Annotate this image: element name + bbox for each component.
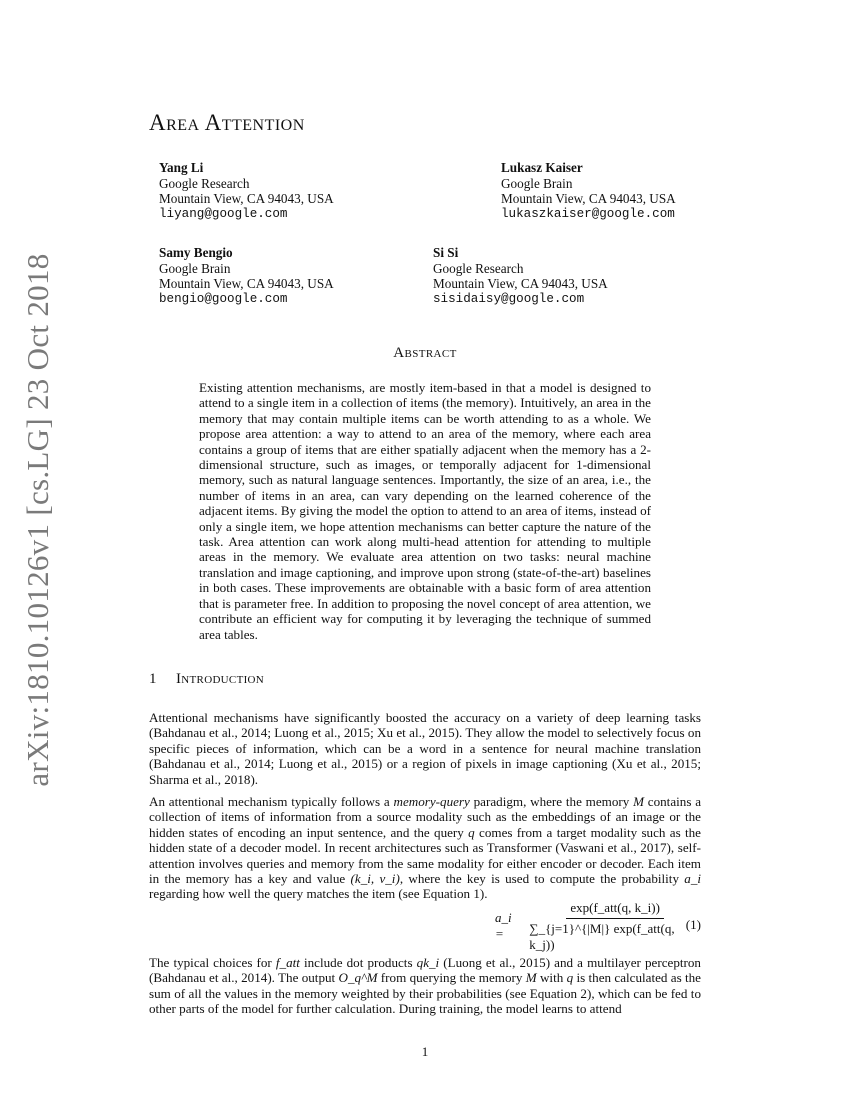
text-run: from querying the memory	[377, 970, 526, 986]
author-affiliation: Google Research	[433, 260, 524, 276]
author-name: Si Si	[433, 245, 459, 260]
abstract-heading: Abstract	[393, 345, 457, 361]
author-block	[159, 160, 334, 222]
equation-body	[495, 899, 701, 952]
section-number: 1	[149, 671, 157, 687]
author-affiliation: Google Brain	[501, 175, 573, 191]
math-var: (k_i, v_i)	[350, 871, 400, 887]
author-address: Mountain View, CA 94043, USA	[159, 191, 334, 206]
author-email[interactable]: sisidaisy@google.com	[433, 291, 585, 306]
equation-lhs: a_i =	[495, 910, 512, 941]
paper-title: Area Attention	[149, 110, 305, 135]
math-var: q	[468, 824, 475, 840]
intro-paragraph-1: Attentional mechanisms have significantly boosted the accuracy on a variety of deep learning tasks (Bahdanau et al., 2014; Luong et al., 2015; Xu et al., 2015). They allow the model to selectively focus on specific pieces of information, which can be a word in a sentence for neural machine translation (Bahdanau et al., 2014; Luong et al., 2015) or a region of pixels in image captioning (Xu et al., 2015; Sharma et al., 2018).	[149, 710, 701, 787]
math-var: M	[633, 794, 644, 809]
equation-fraction	[529, 900, 701, 953]
equation-1	[149, 899, 701, 952]
text-run: regarding how well the query matches the item (see Equation 1).	[149, 886, 488, 902]
text-run: contains a collection of items of information from a source modality such as the embeddings of an image or the hidden states of encoding an input sentence, and the query	[149, 794, 702, 840]
text-run: , where the key is used to compute the probability	[399, 871, 685, 887]
text-run: paradigm, where the memory	[469, 794, 634, 809]
author-address: Mountain View, CA 94043, USA	[433, 276, 608, 291]
text-run: include dot products	[299, 955, 417, 970]
section-heading	[149, 671, 264, 688]
intro-paragraph-2	[149, 794, 701, 902]
abstract-text: Existing attention mechanisms, are mostly item-based in that a model is designed to attend to a single item in a collection of items (the memory). Intuitively, an area in the memory that may contain multiple items can be worth attending to as a whole. We propose area attention: a way to attend to an area of the memory, where each area contains a group of items that are either spatially adjacent when the memory has a 2-dimensional structure, such as images, or temporally adjacent for 1-dimensional memory, such as natural language sentences. Importantly, the size of an area, i.e., the number of items in an area, can vary depending on the learned coherence of the adjacent items. By giving the model the option to attend to an area of items, instead of only a single item, we hope attention mechanisms can better capture the nature of the task. Area attention can work along multi-head attention for attending to multiple areas in the memory. We evaluate area attention on two tasks: neural machine translation and image captioning, and improve upon strong (state-of-the-art) baselines in both cases. These improvements are obtainable with a basic form of area attention that is parameter free. In addition to proposing the novel concept of area attention, we contribute an efficient way for computing it by leveraging the technique of summed area tables.	[199, 380, 651, 642]
author-address: Mountain View, CA 94043, USA	[501, 191, 676, 206]
text-run: is then calculated as the sum of all the values in the memory weighted by their probabilities (see Equation 2), which can be fed to other parts of the model for further calculation. During training, the model learns to attend	[149, 970, 701, 1017]
math-var: qk_i	[416, 955, 440, 970]
text-run: comes from a target modality such as the hidden state of a decoder model. In recent architectures such as Transformer (Vaswani et al., 2017), self-attention involves queries and memory from the same modality for either encoder or decoder. Each item in the memory has a key and value	[149, 824, 701, 887]
author-name: Samy Bengio	[159, 245, 233, 260]
math-var: M	[525, 970, 537, 986]
math-var: O_q^M	[338, 970, 378, 986]
emphasis-term: memory-query	[393, 794, 470, 809]
section-title: Introduction	[176, 671, 265, 687]
author-block	[501, 160, 676, 222]
text-run: with	[536, 970, 567, 986]
author-email[interactable]: bengio@google.com	[159, 291, 288, 306]
page-number: 1	[421, 1044, 429, 1059]
text-run: (Luong et al., 2015) and a multilayer perceptron (Bahdanau et al., 2014). The output	[149, 955, 701, 986]
author-email[interactable]: lukaszkaiser@google.com	[501, 206, 675, 221]
author-affiliation: Google Brain	[159, 260, 231, 276]
author-block	[433, 245, 608, 307]
math-var: f_att	[275, 955, 300, 970]
text-run: An attentional mechanism typically follows a	[149, 794, 394, 809]
equation-denominator: ∑_{j=1}^{|M|} exp(f_att(q, k_j))	[529, 920, 675, 952]
equation-numerator: exp(f_att(q, k_i))	[566, 900, 664, 919]
math-var: a_i	[684, 871, 702, 887]
author-email[interactable]: liyang@google.com	[159, 206, 288, 221]
author-name: Yang Li	[159, 160, 204, 175]
arxiv-stamp: arXiv:1810.10126v1 [cs.LG] 23 Oct 2018	[20, 253, 55, 787]
math-var: q	[566, 970, 574, 986]
equation-number: (1)	[685, 917, 701, 932]
author-address: Mountain View, CA 94043, USA	[159, 276, 334, 291]
author-block	[159, 245, 334, 307]
author-name: Lukasz Kaiser	[501, 160, 583, 175]
author-affiliation: Google Research	[159, 175, 250, 191]
text-run: The typical choices for	[149, 955, 276, 970]
intro-paragraph-3	[149, 955, 701, 1017]
